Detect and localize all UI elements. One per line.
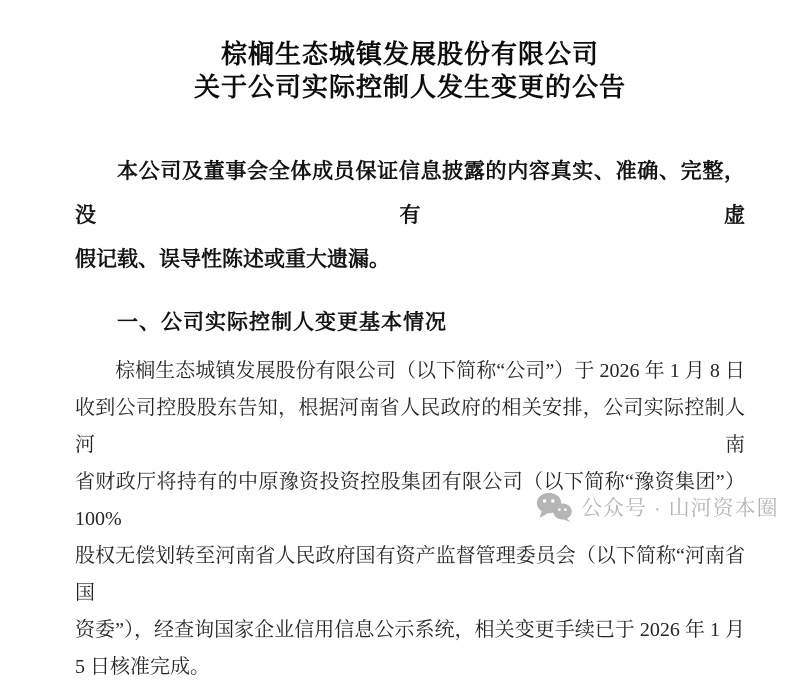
body-line-3: 省财政厅将持有的中原豫资投资控股集团有限公司（以下简称“豫资集团”）100% [75,471,745,530]
body-line-4: 股权无偿划转至河南省人民政府国有资产监督管理委员会（以下简称“河南省国 [75,545,745,604]
title-line-2: 关于公司实际控制人发生变更的公告 [193,72,626,102]
statement-line-2: 假记载、误导性陈述或重大遗漏。 [75,248,390,271]
document-title [75,38,745,104]
watermark-text: 公众号 · 山河资本圈 [581,497,779,520]
disclosure-statement [75,150,745,282]
wechat-icon [536,492,572,522]
statement-line-1: 本公司及董事会全体成员保证信息披露的内容真实、准确、完整，没有虚 [75,160,745,227]
body-line-2: 收到公司控股股东告知，根据河南省人民政府的相关安排，公司实际控制人河南 [75,397,745,456]
body-line-6: 5 日核准完成。 [75,656,210,678]
title-line-1: 棕榈生态城镇发展股份有限公司 [220,39,599,69]
body-line-5: 资委”），经查询国家企业信用信息公示系统，相关变更手续已于 2026 年 1 月 [75,619,745,641]
section-heading: 一、公司实际控制人变更基本情况 [117,311,447,334]
wechat-watermark [536,492,779,522]
body-line-1: 棕榈生态城镇发展股份有限公司（以下简称“公司”）于 2026 年 1 月 8 日 [115,360,745,382]
